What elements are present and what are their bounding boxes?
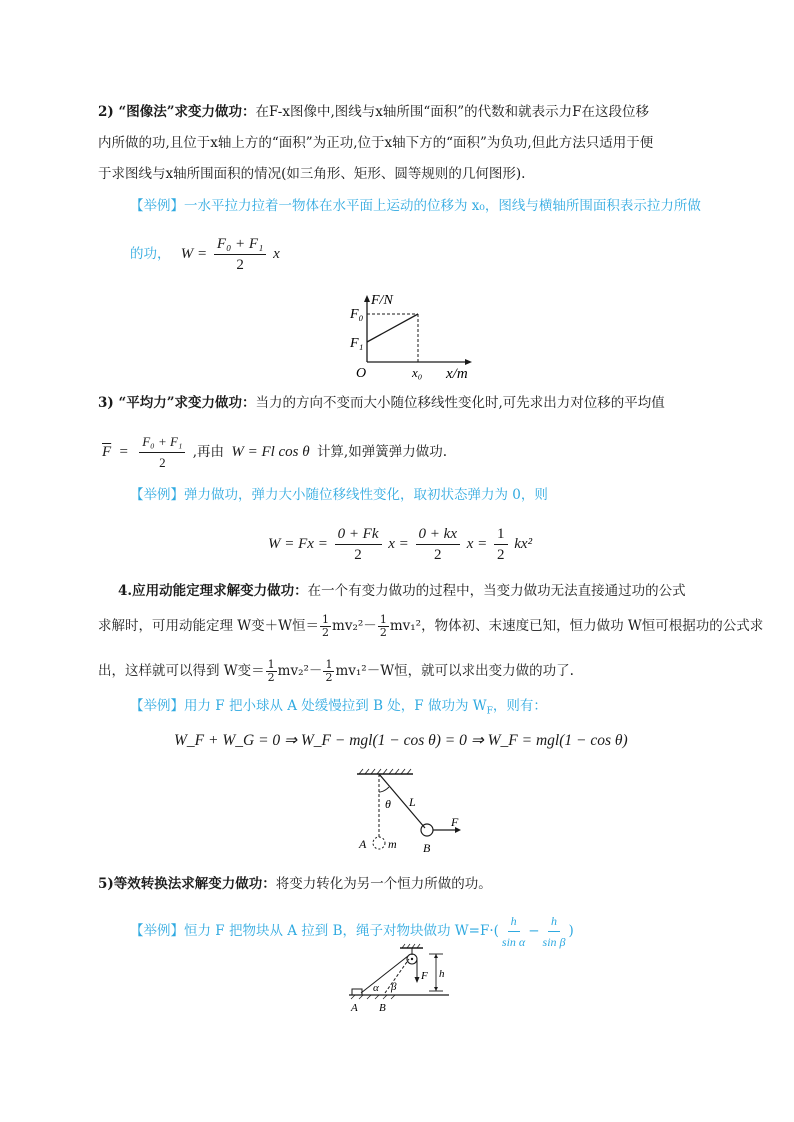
fraction-numerator: 1: [379, 613, 387, 626]
section4-text: mv₁²－W恒，就可以求出变力做的功了.: [335, 663, 574, 679]
fraction-numerator: 1: [322, 613, 330, 626]
x0-label: x₀: [412, 365, 423, 380]
section4-text: mv₁²，物体初、末速度已知，恒力做功 W恒可根据功的公式求: [389, 618, 764, 634]
block: [352, 989, 362, 995]
example-tag: 【举例】: [130, 698, 184, 714]
alpha-label: α: [373, 982, 379, 994]
fraction-numerator: h: [548, 912, 560, 932]
example1-formula: [180, 236, 280, 273]
force-label: F: [421, 970, 428, 982]
section4-line2: [98, 614, 763, 639]
point-a-label: A: [351, 1002, 358, 1014]
section4-text: mv₂²－: [277, 663, 323, 679]
formula-part: kx²: [514, 535, 533, 552]
section4-line1: [118, 581, 686, 601]
height-label: h: [439, 968, 445, 980]
angle-arc: [379, 787, 389, 792]
example2-line: [130, 485, 548, 505]
example1-line2: [130, 235, 280, 274]
fraction-numerator: 1: [325, 658, 333, 671]
formula-part: W = Fx =: [268, 535, 328, 552]
example4-text: 恒力 F 把物块从 A 拉到 B，绳子对物块做功 W=F·(: [184, 923, 499, 939]
half-fraction: [378, 614, 389, 639]
fraction: [416, 525, 460, 564]
theta-label: θ: [385, 797, 391, 811]
spring-work-formula: [268, 525, 532, 564]
beta-label: β: [391, 981, 397, 993]
section5-heading: 5)等效转换法求解变力做功：: [98, 876, 276, 892]
fraction-denominator: 2: [497, 547, 505, 563]
example-tag: 【举例】: [130, 923, 184, 939]
fraction-numerator: 1: [267, 658, 275, 671]
half-fraction: [323, 659, 334, 684]
example1-prefix: 的功，: [130, 245, 171, 262]
pulley-diagram: [345, 943, 455, 1015]
h-arrow-top: [434, 954, 438, 958]
formula-part: x =: [388, 535, 409, 552]
fraction-numerator: h: [508, 912, 520, 932]
fraction-denominator: sin β: [542, 935, 566, 949]
fraction-numerator: F₀ + F₁: [214, 235, 266, 255]
minus-sign: −: [528, 923, 540, 939]
section2-line2: 内所做的功,且位于x轴上方的“面积”为正功,位于x轴下方的“面积”为负功,但此方法只适用于便: [98, 135, 654, 151]
half-fraction: [266, 659, 277, 684]
average-force-fraction: [139, 433, 185, 472]
origin-label: O: [356, 366, 367, 380]
ball-initial: [373, 837, 385, 849]
section2-line3: 于求图线与x轴所围面积的情况(如三角形、矩形、圆等规则的几何图形).: [98, 166, 526, 182]
fraction-denominator: 2: [267, 671, 275, 684]
example2-text: 弹力做功，弹力大小随位移线性变化，取初状态弹力为 0，则: [184, 487, 548, 503]
formula-tail: x: [273, 245, 280, 262]
fraction: [494, 525, 508, 564]
section2-heading: 2) “图像法”求变力做功：: [98, 104, 256, 120]
section4-line3: [98, 659, 574, 684]
section3-line2: [102, 433, 447, 472]
force-displacement-graph: [340, 290, 480, 380]
section3-mid: ,再由: [192, 444, 225, 460]
formula-fraction: [214, 235, 266, 274]
section4-heading: 4.应用动能定理求解变力做功：: [118, 583, 308, 599]
pendulum-work-formula: W_F + W_G = 0 ⇒ W_F − mgl(1 − cos θ) = 0 ⇒ W_F = mgl(1 − cos θ): [174, 732, 628, 749]
h-arrow-bottom: [434, 987, 438, 991]
section4-text: 在一个有变力做功的过程中，当变力做功无法直接通过功的公式: [307, 583, 686, 599]
y-axis-label: F/N: [371, 293, 393, 308]
section5-text: 将变力转化为另一个恒力所做的功。: [275, 876, 492, 892]
fraction-numerator: 0 + kx: [416, 525, 460, 545]
section3-heading: 3) “平均力”求变力做功：: [98, 395, 256, 411]
fraction-denominator: 2: [159, 455, 166, 470]
pulley-axle: [411, 958, 413, 960]
equals-sign: =: [119, 444, 128, 460]
fraction: [543, 912, 566, 951]
fraction-denominator: 2: [325, 671, 333, 684]
fraction-numerator: 1: [494, 525, 508, 545]
average-force-symbol: $\overline{F}$: [102, 444, 112, 460]
example-tag: 【举例】: [130, 198, 184, 214]
f1-label: F₁: [350, 336, 364, 351]
section4-text: 出，这样就可以得到 W变＝: [98, 663, 265, 679]
force-arrowhead: [415, 977, 420, 983]
example3-tail: ，则有：: [492, 698, 547, 714]
close-paren: ): [568, 923, 574, 939]
x-axis-arrow: [465, 359, 472, 365]
example1-text: 一水平拉力拉着一物体在水平面上运动的位移为 x₀，图线与横轴所围面积表示拉力所做: [184, 198, 701, 214]
half-fraction: [320, 614, 331, 639]
force-label: F: [451, 815, 459, 829]
point-b-label: B: [423, 841, 431, 855]
rope-initial: [361, 956, 408, 993]
example1-line1: [130, 196, 701, 216]
fraction-denominator: 2: [354, 547, 362, 563]
section2-line1: [98, 102, 649, 122]
section5-line: [98, 874, 492, 894]
point-b-label: B: [379, 1002, 386, 1014]
example-tag: 【举例】: [130, 487, 184, 503]
subscript: F: [486, 706, 493, 717]
fraction-denominator: 2: [434, 547, 442, 563]
section3-line1: [98, 393, 665, 413]
fraction: [502, 912, 525, 951]
mass-label: m: [388, 837, 397, 851]
fraction-denominator: 2: [236, 257, 244, 273]
section2-text: 在F-x图像中,图线与x轴所围“面积”的代数和就表示力F在这段位移: [255, 104, 650, 120]
force-line: [367, 314, 418, 342]
fraction-denominator: sin α: [501, 935, 526, 949]
section4-text: mv₂²－: [332, 618, 377, 634]
f0-label: F₀: [350, 307, 364, 322]
y-axis-arrow: [364, 295, 370, 302]
example3-line: [130, 696, 547, 722]
fraction-denominator: 2: [322, 626, 330, 639]
section3-tail: 计算,如弹簧弹力做功.: [316, 444, 448, 460]
ball-final: [421, 824, 433, 836]
fraction-numerator: F₀ + F₁: [139, 433, 185, 453]
fraction-denominator: 2: [379, 626, 387, 639]
pendulum-diagram: [345, 768, 475, 858]
section4-text: 求解时，可用动能定理 W变＋W恒＝: [98, 618, 320, 634]
fraction: [335, 525, 382, 564]
work-formula: W = Fl cos θ: [231, 444, 310, 460]
section3-text: 当力的方向不变而大小随位移线性变化时,可先求出力对位移的平均值: [255, 395, 665, 411]
example3-text: 用力 F 把小球从 A 处缓慢拉到 B 处，F 做功为 W: [184, 698, 487, 714]
point-a-label: A: [359, 837, 367, 851]
x-axis-label: x/m: [446, 366, 468, 380]
formula-part: x =: [466, 535, 488, 552]
formula-lhs: W =: [180, 245, 208, 262]
length-label: L: [409, 795, 416, 809]
fraction-numerator: 0 + Fk: [335, 525, 382, 545]
